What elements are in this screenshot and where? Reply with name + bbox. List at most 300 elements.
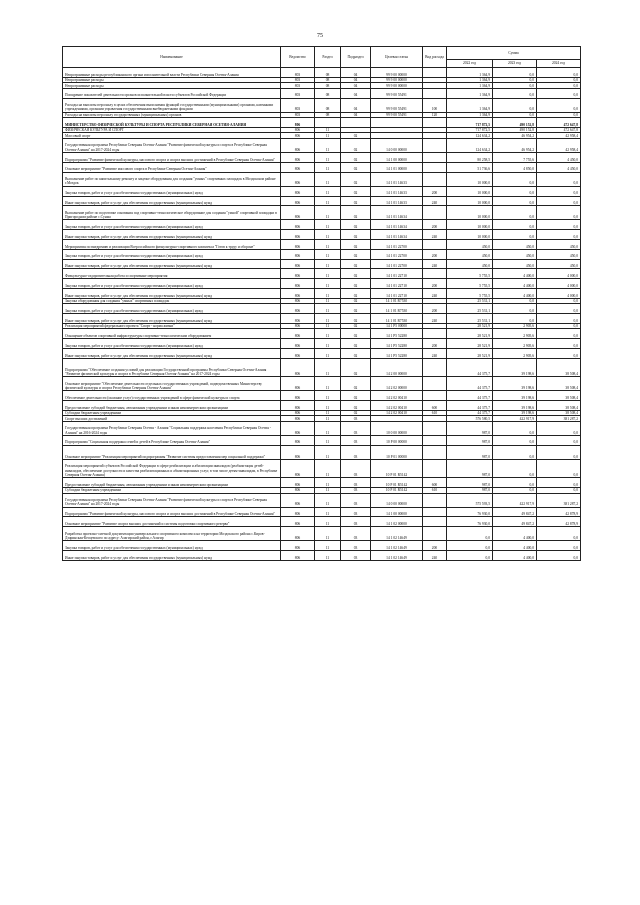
row-vedomstvo: 806 <box>281 507 315 517</box>
row-razdel: 11 <box>315 259 341 269</box>
row-sum-2024: 450,0 <box>537 249 581 259</box>
row-vedomstvo: 806 <box>281 329 315 339</box>
row-razdel: 11 <box>315 196 341 206</box>
row-sum-2022: 10 000,0 <box>447 220 493 230</box>
row-sum-2022: 124 634,2 <box>447 138 493 152</box>
row-sum-2022: 1 364,9 <box>447 88 493 98</box>
row-podrazdel: 02 <box>341 249 371 259</box>
row-razdel: 11 <box>315 186 341 196</box>
row-sum-2022: 0,0 <box>447 527 493 541</box>
row-name: Закупка товаров, работ и услуг для обеспечения государственных (муниципальных) нужд <box>63 339 281 349</box>
row-podrazdel: 04 <box>341 83 371 89</box>
row-sum-2023: 4 850,0 <box>493 162 537 172</box>
row-vedomstvo: 806 <box>281 196 315 206</box>
row-tselevaya-statya: 14 1 01 14633 <box>371 172 423 186</box>
table-row <box>63 527 581 541</box>
row-vedomstvo: 806 <box>281 339 315 349</box>
row-razdel: 08 <box>315 98 341 112</box>
row-podrazdel: 02 <box>341 377 371 391</box>
row-vedomstvo: 803 <box>281 83 315 89</box>
row-sum-2022: 0,0 <box>447 541 493 551</box>
row-sum-2024: 0,0 <box>537 304 581 314</box>
row-name: Иные закупки товаров, работ и услуг для обеспечения государственных (муниципальных) нужд <box>63 349 281 359</box>
row-sum-2022: 76 930,0 <box>447 507 493 517</box>
row-razdel: 11 <box>315 391 341 401</box>
row-sum-2023: 0,0 <box>493 459 537 477</box>
table-row <box>63 435 581 445</box>
row-sum-2024: 0,0 <box>537 445 581 459</box>
row-sum-2023: 39 198,6 <box>493 358 537 376</box>
row-sum-2024: 0,0 <box>537 196 581 206</box>
row-sum-2023: 490 152,8 <box>493 118 537 128</box>
header-2022: 2022 год <box>447 60 493 68</box>
row-tselevaya-statya: 14 2 02 00410 <box>371 410 423 416</box>
row-vid-raskhoda: 200 <box>423 249 447 259</box>
row-podrazdel: 03 <box>341 527 371 541</box>
row-podrazdel: 02 <box>341 230 371 240</box>
row-sum-2024: 4 000,0 <box>537 289 581 299</box>
row-tselevaya-statya: 14 1 01 R7530 <box>371 298 423 304</box>
row-podrazdel: 02 <box>341 358 371 376</box>
row-tselevaya-statya: 10 P 01 00000 <box>371 445 423 459</box>
row-sum-2022: 987,0 <box>447 445 493 459</box>
table-row <box>63 507 581 517</box>
row-tselevaya-statya: 14 1 02 00000 <box>371 517 423 527</box>
row-razdel: 11 <box>315 289 341 299</box>
row-name: Основное мероприятие "Реализация мероприятий подпрограммы "Развитие системы предоставления мер социальной поддержки" <box>63 445 281 459</box>
row-name: Мероприятия по внедрению и реализации Всероссийского физкультурно-спортивного комплекса "Готов к труду и обороне" <box>63 240 281 250</box>
row-sum-2023: 4 400,0 <box>493 541 537 551</box>
row-name: Субсидии бюджетным учреждениям <box>63 410 281 416</box>
row-vedomstvo: 806 <box>281 435 315 445</box>
row-sum-2023: 49 847,2 <box>493 517 537 527</box>
table-row <box>63 153 581 163</box>
row-sum-2024: 450,0 <box>537 240 581 250</box>
row-vedomstvo: 806 <box>281 230 315 240</box>
table-row <box>63 541 581 551</box>
row-sum-2024: 38 508,4 <box>537 401 581 411</box>
row-vid-raskhoda <box>423 445 447 459</box>
row-podrazdel: 03 <box>341 445 371 459</box>
row-sum-2024: 4 000,0 <box>537 279 581 289</box>
row-sum-2022: 717 872,5 <box>447 127 493 133</box>
table-row <box>63 259 581 269</box>
row-podrazdel: 02 <box>341 339 371 349</box>
row-vedomstvo: 803 <box>281 77 315 83</box>
row-sum-2022: 5 755,5 <box>447 269 493 279</box>
row-razdel <box>315 118 341 128</box>
row-razdel: 11 <box>315 517 341 527</box>
row-vid-raskhoda <box>423 269 447 279</box>
row-sum-2022: 450,0 <box>447 249 493 259</box>
table-row <box>63 269 581 279</box>
row-sum-2022: 1 364,9 <box>447 98 493 112</box>
row-sum-2023: 7 755,6 <box>493 153 537 163</box>
row-podrazdel: 02 <box>341 172 371 186</box>
row-podrazdel: 03 <box>341 421 371 435</box>
row-razdel: 11 <box>315 478 341 488</box>
row-sum-2022: 28 521,9 <box>447 339 493 349</box>
row-vid-raskhoda: 200 <box>423 339 447 349</box>
row-sum-2022: 450,0 <box>447 259 493 269</box>
row-vid-raskhoda <box>423 172 447 186</box>
table-row <box>63 88 581 98</box>
row-vid-raskhoda <box>423 153 447 163</box>
row-tselevaya-statya: 14 2 02 00000 <box>371 377 423 391</box>
table-row <box>63 421 581 435</box>
row-razdel: 11 <box>315 421 341 435</box>
row-sum-2023: 0,0 <box>493 220 537 230</box>
row-name: Государственная программа Республики Северная Осетия - Алания "Социальная поддержка населения Республики Северная Осетия - Алания" на 2016-2024 годы <box>63 421 281 435</box>
row-tselevaya-statya: 14 1 01 14634 <box>371 206 423 220</box>
row-sum-2022: 28 521,9 <box>447 349 493 359</box>
row-sum-2024: 0,0 <box>537 435 581 445</box>
row-tselevaya-statya: 14 0 00 00000 <box>371 493 423 507</box>
row-sum-2022: 1 364,9 <box>447 112 493 118</box>
row-razdel: 11 <box>315 377 341 391</box>
row-name: Государственная программа Республики Северная Осетия-Алания "Развитие физической культуры и спорта в Республике Северная Осетия-Алания" на 2017-2024 годы <box>63 138 281 152</box>
row-name: Массовый спорт <box>63 133 281 139</box>
row-razdel: 11 <box>315 339 341 349</box>
row-sum-2023: 2 905,6 <box>493 339 537 349</box>
row-podrazdel: 04 <box>341 98 371 112</box>
row-vedomstvo: 806 <box>281 349 315 359</box>
row-sum-2022: 1 364,9 <box>447 83 493 89</box>
row-tselevaya-statya <box>371 118 423 128</box>
row-razdel: 08 <box>315 68 341 78</box>
row-vedomstvo: 806 <box>281 401 315 411</box>
row-tselevaya-statya: 10 P 00 00000 <box>371 435 423 445</box>
row-vid-raskhoda <box>423 493 447 507</box>
row-name: Расходы на выплаты персоналу государственных (муниципальных) органов <box>63 112 281 118</box>
row-tselevaya-statya: 10 0 00 00000 <box>371 421 423 435</box>
row-name: Непрограммные расходы республиканского органа исполнительной власти Республики Северная Осетия-Алания <box>63 68 281 78</box>
row-sum-2023: 39 198,6 <box>493 377 537 391</box>
row-tselevaya-statya: 99 9 00 55491 <box>371 112 423 118</box>
row-name: Подпрограмма "Социальная поддержка семей и детей в Республике Северная Осетия-Алания" <box>63 435 281 445</box>
row-name: ФИЗИЧЕСКАЯ КУЛЬТУРА И СПОРТ <box>63 127 281 133</box>
row-tselevaya-statya: 14 1 02 14649 <box>371 541 423 551</box>
row-sum-2023: 2 905,6 <box>493 329 537 339</box>
row-vedomstvo: 803 <box>281 98 315 112</box>
table-row <box>63 68 581 78</box>
row-sum-2022: 5 755,5 <box>447 289 493 299</box>
row-vedomstvo: 803 <box>281 68 315 78</box>
row-razdel: 11 <box>315 230 341 240</box>
row-sum-2024: 0,0 <box>537 230 581 240</box>
row-tselevaya-statya: 14 1 01 22700 <box>371 240 423 250</box>
row-podrazdel: 02 <box>341 186 371 196</box>
row-podrazdel: 02 <box>341 323 371 329</box>
table-row <box>63 314 581 324</box>
page-number: 75 <box>317 33 323 39</box>
row-sum-2023: 0,0 <box>493 445 537 459</box>
row-name: МИНИСТЕРСТВО ФИЗИЧЕСКОЙ КУЛЬТУРЫ И СПОРТА РЕСПУБЛИКИ СЕВЕРНАЯ ОСЕТИЯ-АЛАНИЯ <box>63 118 281 128</box>
row-podrazdel: 02 <box>341 279 371 289</box>
table-row <box>63 240 581 250</box>
row-sum-2022: 10 000,0 <box>447 230 493 240</box>
header-name: Наименование <box>63 47 281 68</box>
header-vid-raskhoda: Вид расхода <box>423 47 447 68</box>
row-sum-2023: 0,0 <box>493 488 537 494</box>
row-tselevaya-statya: 10 P 01 R5142 <box>371 488 423 494</box>
row-sum-2024: 0,0 <box>537 421 581 435</box>
row-name: Обеспечение деятельности (оказание услуг) государственных учреждений в сфере физической культуры и спорта <box>63 391 281 401</box>
row-vid-raskhoda <box>423 68 447 78</box>
row-name: Основное мероприятие "Обеспечение деятельности отдельных государственных учреждений, подведомственных Министерству физической культуры и спорта Республики Северная Осетия-Алания" <box>63 377 281 391</box>
row-sum-2022: 10 000,0 <box>447 206 493 220</box>
row-name: Реализация мероприятий субъектов Российской Федерации в сфере реабилитации и абилитации инвалидов (реабилитация детей-инвалидов, обеспечение доступности и качества реабилитационных и абилитационных услуг, в том числе детям-инвалидам, в Республике Северная Осетия-Алания) <box>63 459 281 477</box>
row-sum-2023: 4 400,0 <box>493 289 537 299</box>
row-vid-raskhoda: 200 <box>423 304 447 314</box>
header-2023: 2023 год <box>493 60 537 68</box>
row-sum-2023: 49 847,2 <box>493 507 537 517</box>
row-vid-raskhoda <box>423 527 447 541</box>
row-razdel: 11 <box>315 269 341 279</box>
row-razdel: 08 <box>315 112 341 118</box>
row-sum-2022: 25 531,1 <box>447 314 493 324</box>
row-sum-2024: 0,0 <box>537 206 581 220</box>
row-vid-raskhoda <box>423 358 447 376</box>
row-vedomstvo: 806 <box>281 517 315 527</box>
row-razdel: 11 <box>315 551 341 561</box>
row-tselevaya-statya: 14 1 00 00000 <box>371 507 423 517</box>
row-podrazdel: 02 <box>341 138 371 152</box>
row-razdel: 11 <box>315 488 341 494</box>
row-sum-2023: 39 198,6 <box>493 410 537 416</box>
row-name: Закупка оборудования для создания "умных" спортивных площадок <box>63 298 281 304</box>
row-vedomstvo: 806 <box>281 314 315 324</box>
row-sum-2022: 575 593,5 <box>447 493 493 507</box>
row-name: Разработка проектно-сметной документации универсального спортивного комплекса на территории Моздокского района с.Киров-Дзаринская-Кесцевского по адресу: Алагирский район, г.Алагир <box>63 527 281 541</box>
row-vid-raskhoda: 240 <box>423 289 447 299</box>
row-tselevaya-statya: 14 1 02 14649 <box>371 551 423 561</box>
row-razdel: 08 <box>315 88 341 98</box>
row-vid-raskhoda <box>423 329 447 339</box>
row-name: Оснащение объектов спортивной инфраструктуры спортивно-технологическим оборудованием <box>63 329 281 339</box>
row-sum-2022: 76 930,0 <box>447 517 493 527</box>
row-sum-2023: 450,0 <box>493 249 537 259</box>
row-razdel: 08 <box>315 83 341 89</box>
row-vedomstvo: 806 <box>281 377 315 391</box>
row-sum-2023: 0,0 <box>493 172 537 186</box>
table-row <box>63 138 581 152</box>
row-tselevaya-statya: 14 1 P5 52280 <box>371 329 423 339</box>
row-tselevaya-statya: 14 0 00 00000 <box>371 138 423 152</box>
row-sum-2024: 0,0 <box>537 323 581 329</box>
row-sum-2024: 38 508,4 <box>537 358 581 376</box>
row-razdel: 11 <box>315 162 341 172</box>
table-body <box>63 68 581 561</box>
row-vedomstvo: 806 <box>281 488 315 494</box>
row-vid-raskhoda <box>423 88 447 98</box>
row-razdel: 11 <box>315 138 341 152</box>
row-vedomstvo: 806 <box>281 391 315 401</box>
row-vedomstvo: 803 <box>281 88 315 98</box>
row-podrazdel: 04 <box>341 112 371 118</box>
row-tselevaya-statya: 99 9 00 00000 <box>371 68 423 78</box>
row-name: Иные закупки товаров, работ и услуг для обеспечения государственных (муниципальных) нужд <box>63 230 281 240</box>
row-razdel: 11 <box>315 249 341 259</box>
row-podrazdel: 03 <box>341 459 371 477</box>
row-sum-2023: 39 198,6 <box>493 391 537 401</box>
row-tselevaya-statya: 14 1 01 22710 <box>371 289 423 299</box>
row-tselevaya-statya: 14 1 01 R7530 <box>371 304 423 314</box>
row-sum-2023: 422 917,9 <box>493 493 537 507</box>
row-name: Государственная программа Республики Северная Осетия-Алания "Развитие физической культуры и спорта в Республике Северная Осетия-Алания" на 2017-2024 годы <box>63 493 281 507</box>
row-sum-2023: 0,0 <box>493 112 537 118</box>
table-row <box>63 445 581 459</box>
header-2024: 2024 год <box>537 60 581 68</box>
row-name: Непрограммные расходы <box>63 83 281 89</box>
row-sum-2022: 10 000,0 <box>447 186 493 196</box>
row-razdel: 11 <box>315 493 341 507</box>
row-podrazdel: 02 <box>341 162 371 172</box>
row-sum-2023: 0,0 <box>493 83 537 89</box>
row-razdel: 11 <box>315 445 341 459</box>
row-sum-2024: 472 647,8 <box>537 127 581 133</box>
row-podrazdel: 02 <box>341 259 371 269</box>
row-sum-2022: 44 375,7 <box>447 377 493 391</box>
table-row <box>63 358 581 376</box>
budget-table <box>62 46 581 561</box>
table-row <box>63 329 581 339</box>
row-name: Предоставление субсидий бюджетным, автономным учреждениям и иным некоммерческим организациям <box>63 401 281 411</box>
row-vid-raskhoda: 240 <box>423 314 447 324</box>
row-tselevaya-statya: 14 1 01 22710 <box>371 279 423 289</box>
row-sum-2022: 44 375,7 <box>447 391 493 401</box>
row-tselevaya-statya: 14 1 P5 00000 <box>371 323 423 329</box>
row-vedomstvo: 806 <box>281 162 315 172</box>
row-vid-raskhoda: 200 <box>423 220 447 230</box>
row-podrazdel: 02 <box>341 153 371 163</box>
row-podrazdel: 02 <box>341 289 371 299</box>
row-name: Реализация мероприятий федерального проекта "Спорт - норма жизни" <box>63 323 281 329</box>
row-name: Иные закупки товаров, работ и услуг для обеспечения государственных (муниципальных) нужд <box>63 259 281 269</box>
row-vid-raskhoda <box>423 459 447 477</box>
row-podrazdel: 03 <box>341 507 371 517</box>
row-razdel: 11 <box>315 435 341 445</box>
row-tselevaya-statya: 99 9 00 00000 <box>371 77 423 83</box>
row-tselevaya-statya: 14 1 01 00000 <box>371 162 423 172</box>
row-tselevaya-statya: 14 1 P5 52280 <box>371 339 423 349</box>
row-vedomstvo: 806 <box>281 410 315 416</box>
row-sum-2024: 0,0 <box>537 172 581 186</box>
row-vid-raskhoda: 610 <box>423 488 447 494</box>
row-sum-2022: 987,0 <box>447 478 493 488</box>
row-sum-2024: 0,0 <box>537 527 581 541</box>
row-name: Закупка товаров, работ и услуг для обеспечения государственных (муниципальных) нужд <box>63 279 281 289</box>
row-sum-2024: 0,0 <box>537 541 581 551</box>
header-podrazdel: Подраздел <box>341 47 371 68</box>
row-sum-2023: 0,0 <box>493 68 537 78</box>
table-row <box>63 162 581 172</box>
row-vid-raskhoda <box>423 206 447 220</box>
row-podrazdel: 03 <box>341 551 371 561</box>
row-sum-2024: 0,0 <box>537 88 581 98</box>
row-name: Основное мероприятие "Развитие спорта высших достижений и системы подготовки спортивного резерва" <box>63 517 281 527</box>
row-vid-raskhoda <box>423 435 447 445</box>
row-sum-2023: 46 954,2 <box>493 138 537 152</box>
row-podrazdel: 03 <box>341 541 371 551</box>
row-sum-2023: 422 917,9 <box>493 416 537 422</box>
row-sum-2024: 0,0 <box>537 339 581 349</box>
row-podrazdel: 03 <box>341 517 371 527</box>
row-vid-raskhoda <box>423 377 447 391</box>
row-vid-raskhoda <box>423 162 447 172</box>
row-vedomstvo: 806 <box>281 551 315 561</box>
table-row <box>63 279 581 289</box>
row-name: Закупка товаров, работ и услуг для обеспечения государственных (муниципальных) нужд <box>63 304 281 314</box>
row-razdel: 11 <box>315 459 341 477</box>
row-razdel: 11 <box>315 329 341 339</box>
row-name: Расходы на выплаты персоналу в целях обеспечения выполнения функций государственными (муниципальными) органами, казенными учреждениями, органами управления государственными внебюджетными фондами <box>63 98 281 112</box>
row-name: Спорт высших достижений <box>63 416 281 422</box>
table-row <box>63 118 581 128</box>
row-sum-2023: 0,0 <box>493 304 537 314</box>
row-vedomstvo: 806 <box>281 279 315 289</box>
row-sum-2023: 450,0 <box>493 240 537 250</box>
row-sum-2023: 0,0 <box>493 77 537 83</box>
row-podrazdel: 02 <box>341 349 371 359</box>
row-razdel: 11 <box>315 127 341 133</box>
row-podrazdel: 02 <box>341 329 371 339</box>
row-podrazdel: 03 <box>341 488 371 494</box>
table-row <box>63 304 581 314</box>
row-sum-2023: 0,0 <box>493 88 537 98</box>
row-razdel: 11 <box>315 153 341 163</box>
header-tselevaya-statya: Целевая статья <box>371 47 423 68</box>
table-row <box>63 196 581 206</box>
row-sum-2022: 1 364,9 <box>447 68 493 78</box>
row-vid-raskhoda: 200 <box>423 186 447 196</box>
row-name: Непрограммные расходы <box>63 77 281 83</box>
row-sum-2024: 4 450,0 <box>537 153 581 163</box>
row-sum-2022: 124 634,2 <box>447 133 493 139</box>
row-vedomstvo: 806 <box>281 304 315 314</box>
row-vedomstvo: 806 <box>281 133 315 139</box>
row-name: Поощрение показателей деятельности органов исполнительной власти субъектов Российской Федерации <box>63 88 281 98</box>
row-sum-2024: 42 958,4 <box>537 138 581 152</box>
table-row <box>63 249 581 259</box>
row-name: Закупка товаров, работ и услуг для обеспечения государственных (муниципальных) нужд <box>63 220 281 230</box>
row-sum-2024: 38 508,4 <box>537 410 581 416</box>
row-razdel: 11 <box>315 314 341 324</box>
row-vedomstvo: 806 <box>281 541 315 551</box>
row-sum-2024: 42 878,9 <box>537 517 581 527</box>
row-razdel: 11 <box>315 410 341 416</box>
row-sum-2024: 381 287,2 <box>537 493 581 507</box>
row-podrazdel: 02 <box>341 304 371 314</box>
row-vedomstvo: 806 <box>281 259 315 269</box>
row-name: Основное мероприятие "Развитие массового спорта в Республике Северная Осетия-Алания" <box>63 162 281 172</box>
row-sum-2022: 80 258,5 <box>447 153 493 163</box>
row-name: Выполнение работ по капитальному ремонту и закупке оборудования для создания "умных" спортивных площадок в Моздокском районе г.Моздок <box>63 172 281 186</box>
row-vedomstvo: 806 <box>281 269 315 279</box>
row-name: Подпрограмма "Обеспечение создания условий для реализации Государственной программы Республики Северная Осетия-Алания "Развитие физической культуры и спорта в Республике Северная Осетия-Алания" на 2017-2024 годы <box>63 358 281 376</box>
row-vedomstvo: 806 <box>281 445 315 459</box>
table-row <box>63 289 581 299</box>
row-vid-raskhoda <box>423 391 447 401</box>
row-sum-2024: 0,0 <box>537 112 581 118</box>
row-podrazdel: 03 <box>341 493 371 507</box>
row-vid-raskhoda <box>423 421 447 435</box>
row-vid-raskhoda <box>423 517 447 527</box>
row-podrazdel: 02 <box>341 133 371 139</box>
row-sum-2024: 0,0 <box>537 459 581 477</box>
row-razdel: 11 <box>315 304 341 314</box>
row-sum-2022: 987,0 <box>447 488 493 494</box>
